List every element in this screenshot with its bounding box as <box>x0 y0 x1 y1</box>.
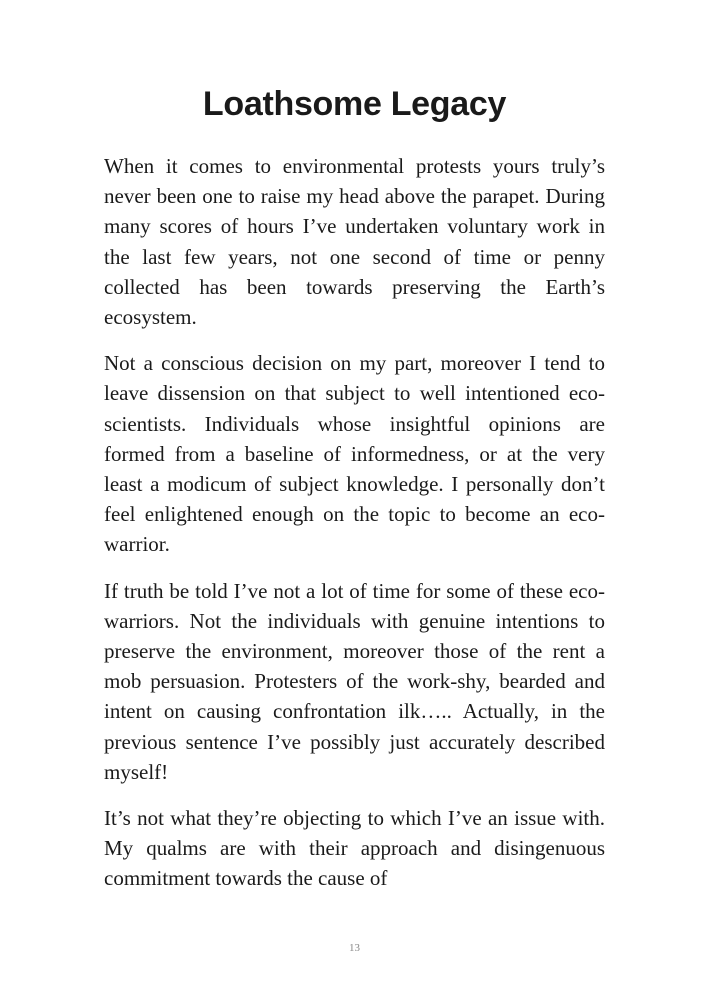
body-text <box>104 151 605 910</box>
paragraph: It’s not what they’re objecting to which I’ve an issue with. My qualms are with their approach and disingenuous commitment towards the cause of <box>104 806 605 891</box>
page-number: 13 <box>349 942 360 954</box>
paragraph: If truth be told I’ve not a lot of time for some of these eco-warriors. Not the individuals with genuine intentions to preserve the environment, moreover those of the rent a mob persuasion. Protesters of the work-shy, bearded and intent on causing confrontation ilk….. Actually, in the previous sentence I’ve possibly just accurately described myself! <box>104 578 605 784</box>
chapter-title: Loathsome Legacy <box>202 85 507 123</box>
paragraph: When it comes to environmental protests yours truly’s never been one to raise my head above the parapet. During many scores of hours I’ve undertaken voluntary work in the last few years, not one second of time or penny collected has been towards preserving the Earth’s ecosystem. <box>104 154 605 330</box>
paragraph: Not a conscious decision on my part, moreover I tend to leave dissension on that subject to well intentioned eco-scientists. Individuals whose insightful opinions are formed from a baseline of informedness, or at the very least a modicum of subject knowledge. I personally don’t feel enlightened enough on the topic to become an eco-warrior. <box>104 351 605 557</box>
